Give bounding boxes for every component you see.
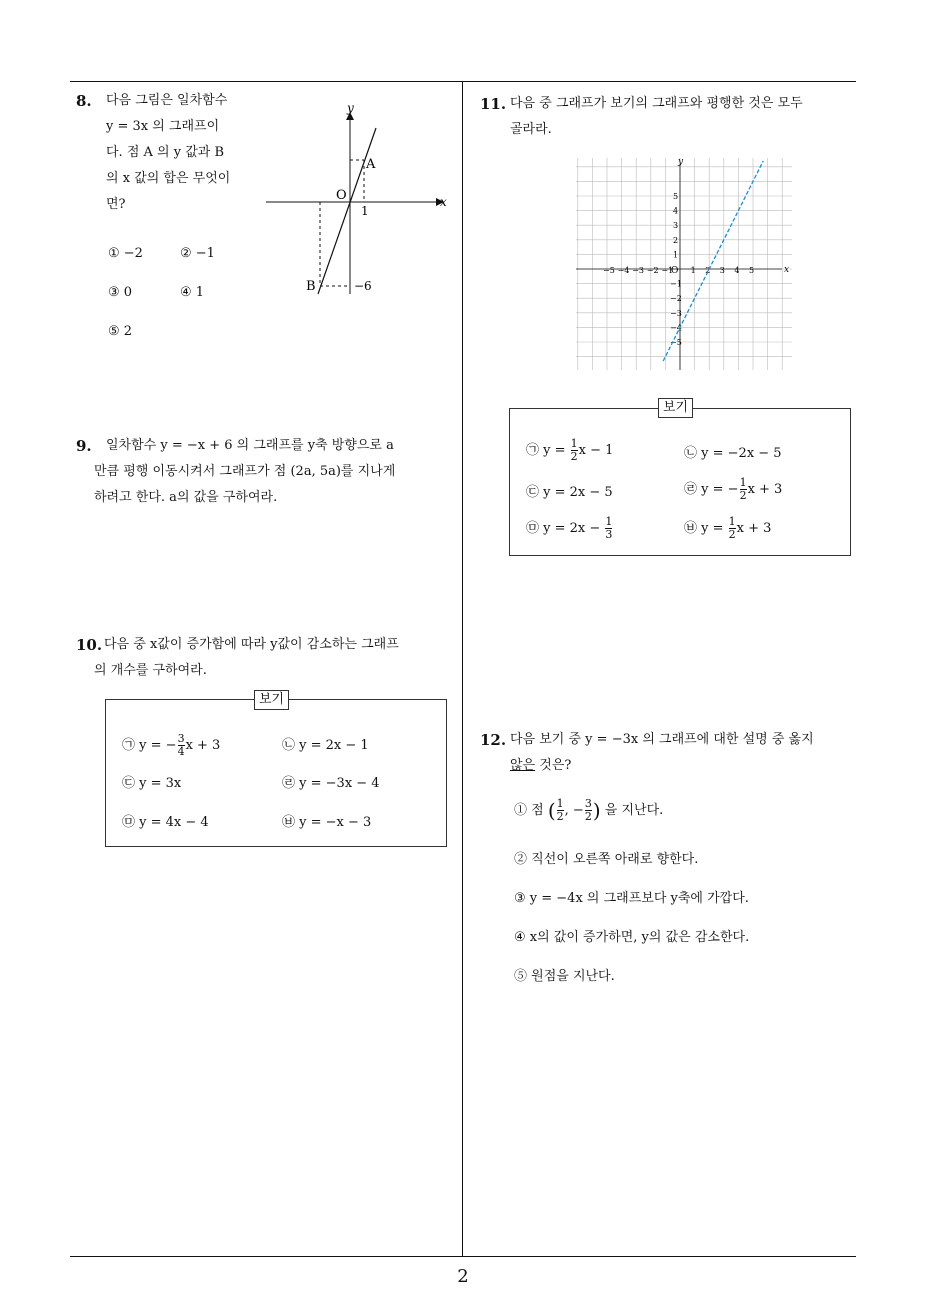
question-text-line: 다음 중 그래프가 보기의 그래프와 평행한 것은 모두: [510, 96, 803, 111]
option-2[interactable]: ② −1: [180, 246, 215, 261]
option-3[interactable]: ③ 0: [108, 285, 133, 300]
option-5[interactable]: ⑤ 원점을 지난다.: [514, 969, 615, 984]
x-tick-label: −5: [603, 266, 615, 275]
question-text-line: 의 개수를 구하여라.: [94, 663, 207, 678]
bogi-item: ㉤ y = 4x − 4: [122, 815, 209, 830]
bottom-rule: [70, 1256, 856, 1257]
y-axis-label: y: [347, 101, 354, 115]
minus-six-label: −6: [354, 279, 372, 293]
y-tick-label: 5: [673, 192, 679, 201]
q11-graph: [576, 158, 792, 370]
question-number: 8.: [76, 92, 92, 110]
option-4[interactable]: ④ 1: [180, 285, 205, 300]
question-text-line: 만큼 평행 이동시켜서 그래프가 점 (2a, 5a)를 지나게: [94, 464, 396, 479]
y-axis-label: y: [678, 158, 684, 167]
q8-graph: [262, 98, 452, 298]
y-tick-label: −4: [670, 323, 682, 333]
origin-label: O: [336, 188, 347, 203]
tick-one-label: 1: [361, 204, 369, 218]
bogi-item: ㉢ y = 3x: [122, 776, 182, 791]
column-divider: [462, 82, 463, 1256]
bogi-item: ㉣ y = − $\frac{1}{2}$ x + 3: [684, 476, 783, 502]
question-number: 11.: [480, 95, 507, 113]
bogi-item: ㉡ y = −2x − 5: [684, 446, 782, 461]
bogi-item: ㉥ y = $\frac{1}{2}$ x + 3: [684, 515, 772, 541]
bogi-item: ㉢ y = 2x − 5: [526, 485, 613, 500]
x-tick-label: −1: [661, 266, 674, 275]
bogi-item: ㉠ y = $\frac{1}{2}$ x − 1: [526, 437, 614, 463]
question-number: 12.: [480, 731, 507, 749]
option-1[interactable]: ① −2: [108, 246, 143, 261]
question-text-line: 일차함수 y = −x + 6 의 그래프를 y축 방향으로 a: [106, 438, 394, 453]
x-tick-label: −3: [632, 266, 644, 275]
function-line: [663, 161, 763, 361]
y-tick-label: 2: [673, 235, 679, 245]
question-text-line: 않은 것은?: [510, 758, 572, 773]
y-tick-label: −2: [670, 294, 682, 304]
question-text-line: 하려고 한다. a의 값을 구하여라.: [94, 490, 278, 505]
x-tick-label: −2: [646, 266, 659, 275]
x-tick-label: 5: [749, 266, 755, 275]
y-tick-label: −1: [670, 279, 682, 289]
origin-label: O: [671, 266, 679, 276]
question-text-line: 다음 중 x값이 증가함에 따라 y값이 감소하는 그래프: [104, 637, 399, 652]
question-text-line: 골라라.: [510, 122, 552, 137]
question-text-line: 다음 그림은 일차함수: [106, 93, 228, 108]
question-text-line: 다음 보기 중 y = −3x 의 그래프에 대한 설명 중 옳지: [510, 732, 814, 747]
grid: [576, 158, 792, 370]
bogi-item: ㉣ y = −3x − 4: [282, 776, 380, 791]
question-text-line: y = 3x 의 그래프이: [106, 119, 220, 134]
y-tick-label: −5: [670, 338, 682, 347]
page-number: 2: [457, 1266, 469, 1287]
x-tick-label: 3: [719, 266, 725, 275]
bogi-item: ㉥ y = −x − 3: [282, 815, 372, 830]
point-b-label: B: [306, 279, 316, 294]
top-rule: [70, 81, 856, 82]
question-text-line: 면?: [106, 197, 126, 212]
tick-labels: [603, 192, 754, 347]
y-tick-label: 4: [673, 206, 679, 216]
x-tick-label: 1: [690, 266, 696, 275]
x-tick-label: 4: [734, 266, 740, 275]
option-2[interactable]: ② 직선이 오른쪽 아래로 향한다.: [514, 852, 699, 867]
option-5[interactable]: ⑤ 2: [108, 324, 133, 339]
bogi-item: ㉤ y = 2x − $\frac{1}{3}$: [526, 515, 613, 541]
point-a-label: A: [366, 157, 376, 172]
question-text-line: 의 x 값의 합은 무엇이: [106, 171, 231, 186]
x-axis-label: x: [440, 195, 447, 209]
question-number: 10.: [76, 636, 103, 654]
option-1[interactable]: ① 점 ( $\frac{1}{2}$ , − $\frac{3}{2}$ ) 을 지난다.: [514, 797, 664, 823]
y-tick-label: 1: [673, 250, 679, 260]
question-text-line: 다. 점 A 의 y 값과 B: [106, 145, 225, 160]
question-number: 9.: [76, 437, 92, 455]
bogi-item: ㉠ y = − $\frac{3}{4}$ x + 3: [122, 732, 221, 758]
x-tick-label: −4: [617, 266, 630, 275]
underlined-word: 않은: [510, 758, 536, 773]
y-tick-label: 3: [673, 221, 679, 231]
x-tick-label: 2: [705, 266, 711, 275]
option-3[interactable]: ③ y = −4x 의 그래프보다 y축에 가깝다.: [514, 891, 749, 906]
bogi-title: 보기: [254, 690, 289, 710]
y-tick-label: −3: [670, 308, 682, 318]
bogi-title: 보기: [658, 398, 693, 418]
x-axis-label: x: [784, 265, 790, 275]
option-4[interactable]: ④ x의 값이 증가하면, y의 값은 감소한다.: [514, 930, 750, 945]
bogi-item: ㉡ y = 2x − 1: [282, 738, 369, 753]
